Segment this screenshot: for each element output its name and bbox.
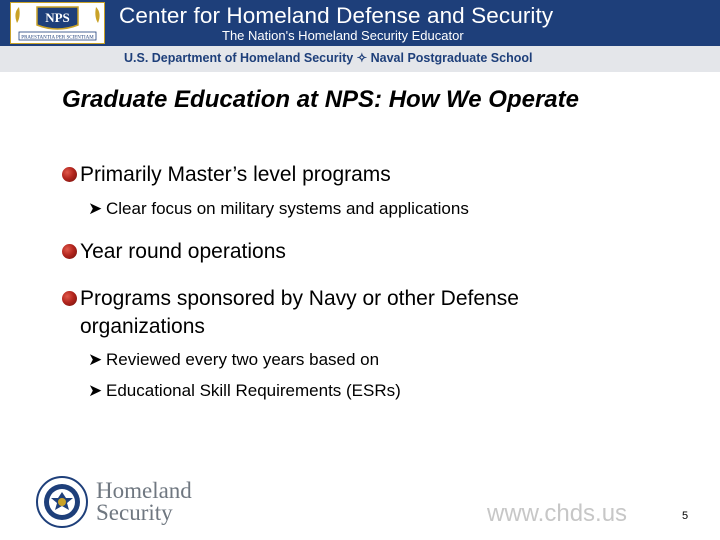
logo-initials: NPS (45, 10, 70, 25)
dhs-wordmark-line2: Security (96, 500, 173, 525)
dhs-wordmark (96, 480, 192, 524)
bullet-text: Programs sponsored by Navy or other Defense organizations (80, 287, 519, 338)
partner-text: U.S. Department of Homeland Security ✧ Naval Postgraduate School (124, 51, 533, 65)
nps-logo (10, 2, 105, 44)
page-number: 5 (682, 510, 689, 522)
website-url[interactable]: www.chds.us (487, 500, 628, 527)
bullet-icon (62, 244, 77, 259)
arrow-bullet-icon: ➤ (88, 381, 103, 400)
bullet-text: Year round operations (80, 240, 286, 263)
bullet-text: Primarily Master’s level programs (80, 163, 391, 186)
header-banner (0, 0, 720, 46)
banner-title: Center for Homeland Defense and Security (119, 3, 554, 28)
logo-motto: PRAESTANTIA PER SCIENTIAM (21, 35, 94, 41)
bullet-icon (62, 167, 77, 182)
arrow-bullet-icon: ➤ (88, 199, 103, 218)
dhs-wordmark-line1: Homeland (96, 478, 192, 503)
arrow-bullet-icon: ➤ (88, 350, 103, 369)
dhs-seal-icon (36, 476, 88, 528)
sub-bullet-text: Clear focus on military systems and applications (106, 199, 469, 218)
slide-title: Graduate Education at NPS: How We Operate (62, 86, 579, 113)
banner-subtitle: The Nation's Homeland Security Educator (222, 28, 464, 43)
bullet-icon (62, 291, 77, 306)
sub-bullet-text: Reviewed every two years based on (106, 350, 380, 369)
sub-bullet-text: Educational Skill Requirements (ESRs) (106, 381, 401, 400)
